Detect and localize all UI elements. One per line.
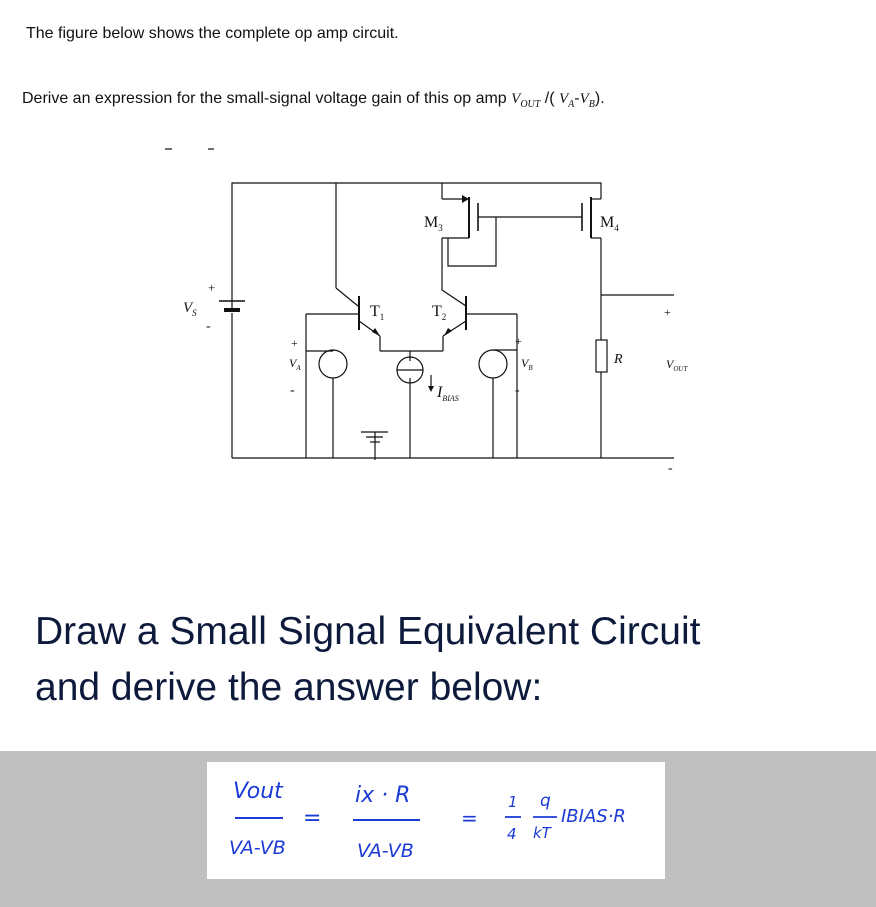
intro-text: The figure below shows the complete op amp circuit. xyxy=(26,25,399,42)
hw-vout: Vout xyxy=(233,779,283,804)
va-label: $V_A$ xyxy=(289,356,301,372)
va-plus: + xyxy=(291,336,298,350)
question-mid: /( xyxy=(540,90,559,107)
vs-label: $V_S$ xyxy=(183,300,197,318)
question-dash: - xyxy=(574,90,580,107)
hw-equals-1: = xyxy=(303,806,322,831)
hw-va-vb-2: VA-VB xyxy=(357,840,414,862)
va-minus: - xyxy=(290,383,295,398)
hw-q: q xyxy=(540,791,551,811)
vs-minus: - xyxy=(206,319,211,334)
vout-plus: + xyxy=(664,305,671,319)
hw-equals-2: = xyxy=(461,806,478,830)
hw-va-vb: VA-VB xyxy=(229,837,286,859)
question-end: ). xyxy=(594,90,605,107)
hw-one: 1 xyxy=(508,793,518,811)
m4-label: $M_4$ xyxy=(600,214,619,233)
vb-symbol: $V_B$ xyxy=(579,91,595,110)
question-main: Derive an expression for the small-signal voltage gain of this op amp xyxy=(22,90,512,107)
vout-label: $V_{OUT}$ xyxy=(666,357,688,373)
heading-line-2: and derive the answer below: xyxy=(35,666,543,709)
vs-plus: + xyxy=(208,280,216,295)
hw-ix-r: ix · R xyxy=(355,783,411,808)
hw-kt: kT xyxy=(533,824,551,842)
vb-minus: - xyxy=(515,383,520,398)
op-amp-circuit-diagram xyxy=(0,140,876,480)
circuit-labels xyxy=(183,214,688,476)
ibias-label: $I_{BIAS}$ xyxy=(437,384,459,403)
r-label: R xyxy=(614,352,623,367)
handwritten-answer xyxy=(207,762,665,879)
t2-label: $T_2$ xyxy=(432,303,447,322)
instruction-heading xyxy=(35,604,700,716)
t1-label: $T_1$ xyxy=(370,303,385,322)
question-text xyxy=(22,90,605,110)
m3-label: $M_3$ xyxy=(424,214,443,233)
heading-line-1: Draw a Small Signal Equivalent Circuit xyxy=(35,610,701,653)
va-symbol: $V_A$ xyxy=(559,91,575,110)
circuit-wires xyxy=(165,149,674,460)
handwritten-answer-box xyxy=(207,762,665,879)
vout-minus: - xyxy=(668,461,673,476)
hw-ibias-r: IBIAS·R xyxy=(561,806,626,827)
vb-plus: + xyxy=(515,334,522,348)
hw-four: 4 xyxy=(507,825,517,843)
vout-symbol: $V_{OUT}$ xyxy=(511,91,541,110)
vb-label: $V_B$ xyxy=(521,356,533,372)
